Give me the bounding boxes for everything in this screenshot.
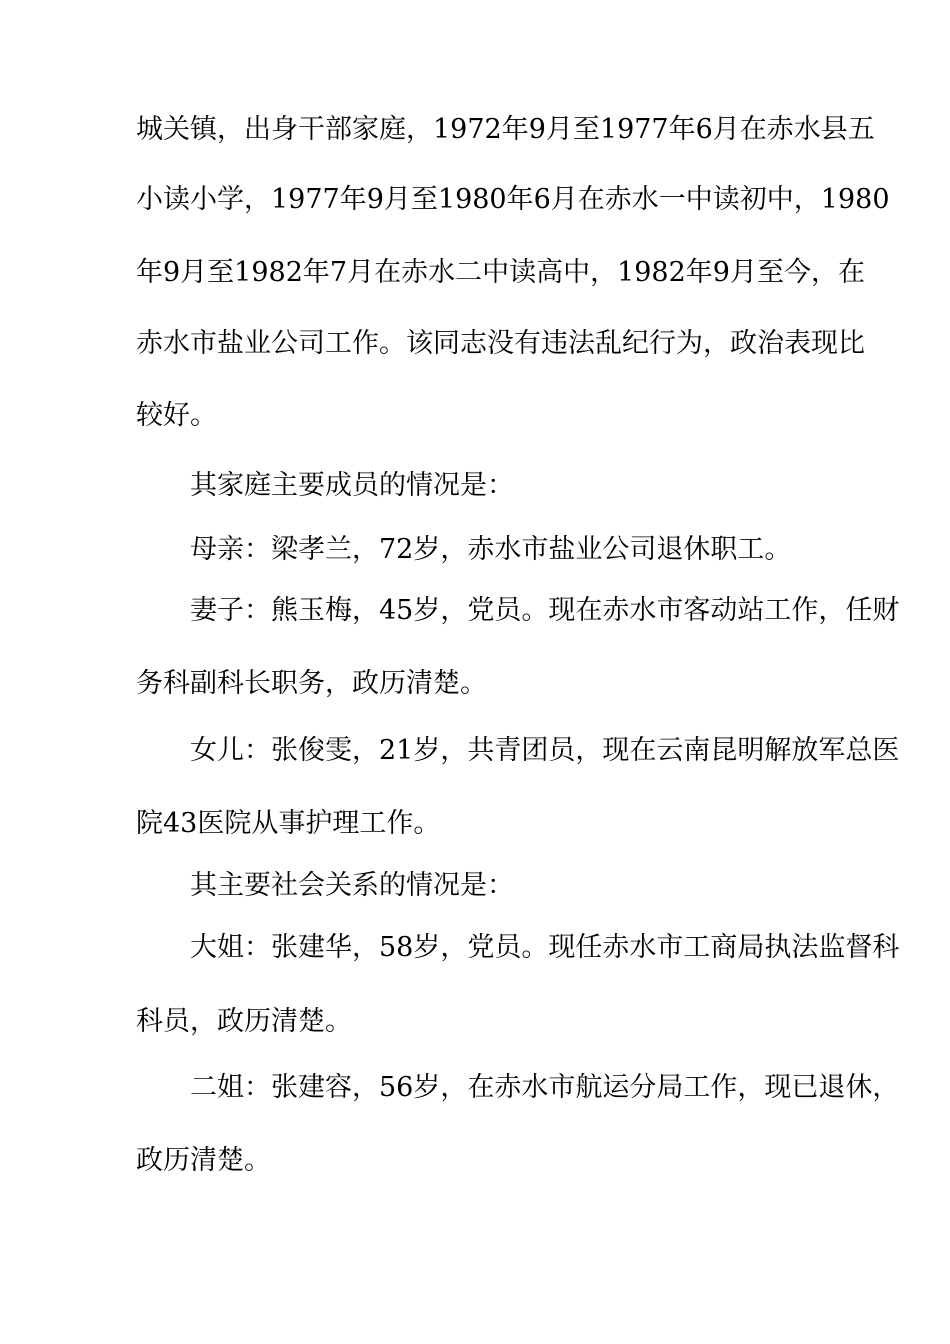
section-heading-family: 其家庭主要成员的情况是：: [190, 470, 514, 501]
family-member-mother: 母亲：梁孝兰，72岁，赤水市盐业公司退休职工。: [190, 534, 792, 565]
paragraph-line: 较好。: [136, 400, 217, 431]
section-heading-social: 其主要社会关系的情况是：: [190, 870, 514, 901]
paragraph-line: 院43医院从事护理工作。: [136, 808, 441, 839]
paragraph-line: 年9月至1982年7月在赤水二中读高中，1982年9月至今，在: [136, 257, 865, 288]
paragraph-line: 小读小学，1977年9月至1980年6月在赤水一中读初中，1980: [136, 184, 890, 215]
paragraph-line: 城关镇，出身干部家庭，1972年9月至1977年6月在赤水县五: [136, 114, 875, 145]
relation-eldest-sister: 大姐：张建华，58岁，党员。现任赤水市工商局执法监督科: [190, 932, 900, 963]
paragraph-line: 赤水市盐业公司工作。该同志没有违法乱纪行为，政治表现比: [136, 328, 865, 359]
paragraph-line: 科员，政历清楚。: [136, 1006, 352, 1037]
paragraph-line: 政历清楚。: [136, 1145, 271, 1176]
family-member-wife: 妻子：熊玉梅，45岁，党员。现在赤水市客动站工作，任财: [190, 595, 900, 626]
relation-second-sister: 二姐：张建容，56岁，在赤水市航运分局工作，现已退休，: [190, 1072, 900, 1103]
family-member-daughter: 女儿：张俊雯，21岁，共青团员，现在云南昆明解放军总医: [190, 735, 900, 766]
paragraph-line: 务科副科长职务，政历清楚。: [136, 668, 487, 699]
